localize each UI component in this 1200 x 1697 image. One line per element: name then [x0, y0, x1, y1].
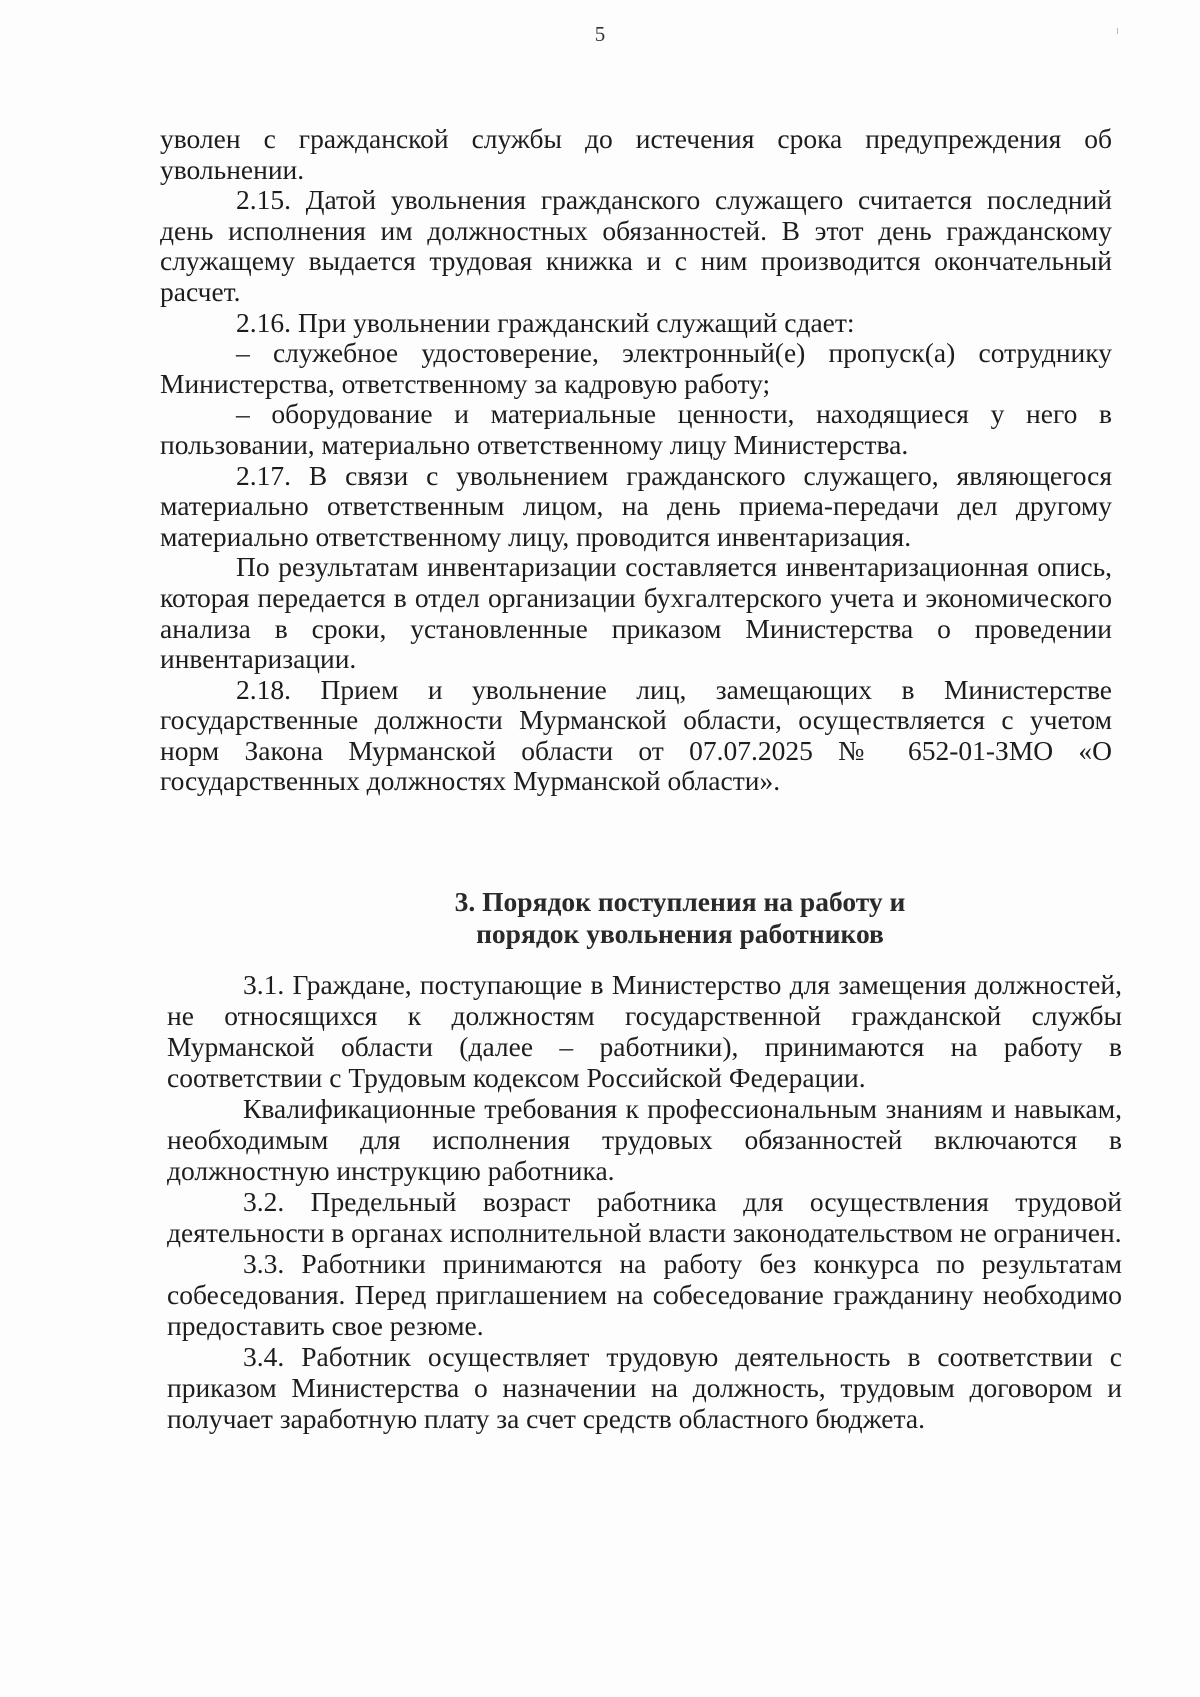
paragraph-2-17-inventory: По результатам инвентаризации составляется инвентаризационная опись, которая передается в отдел организации бухгалтерского учета и экономического анализа в сроки, установленные приказом Министерства о проведении инвентаризации. — [160, 551, 1112, 675]
section-2-continuation — [160, 124, 1112, 797]
section-3-heading-line-1: 3. Порядок поступления на работу и — [454, 886, 906, 917]
list-item-equipment: – оборудование и материальные ценности, находящиеся у него в пользовании, материально ответственному лицу Министерства. — [160, 398, 1112, 460]
page-number: 5 — [594, 22, 606, 46]
paragraph-3-4: 3.4. Работник осуществляет трудовую деятельность в соответствии с приказом Министерства о назначении на должность, трудовым договором и получает заработную плату за счет средств областного бюджета. — [167, 1341, 1122, 1434]
section-3-heading — [160, 886, 1200, 950]
paragraph-3-1: 3.1. Граждане, поступающие в Министерство для замещения должностей, не относящихся к должностям государственной гражданской службы Мурманской области (далее – работники), принимаются на работу в соответствии с Трудовым кодексом Российской Федерации. — [167, 969, 1122, 1093]
paragraph-2-15: 2.15. Датой увольнения гражданского служащего считается последний день исполнения им должностных обязанностей. В этот день гражданскому служащему выдается трудовая книжка и с ним производится окончательный расчет. — [160, 184, 1112, 307]
paragraph-2-16: 2.16. При увольнении гражданский служащий сдает: — [236, 306, 855, 338]
section-3-heading-line-2: порядок увольнения работников — [476, 918, 884, 949]
paragraph-continuation: уволен с гражданской службы до истечения срока предупреждения об увольнении. — [160, 123, 1112, 185]
section-3-body — [167, 969, 1122, 1434]
scan-mark — [1117, 28, 1118, 34]
paragraph-3-1-qualifications: Квалификационные требования к профессиональным знаниям и навыкам, необходимым для исполнения трудовых обязанностей включаются в должностную инструкцию работника. — [167, 1093, 1122, 1186]
paragraph-2-17: 2.17. В связи с увольнением гражданского служащего, являющегося материально ответственным лицом, на день приема-передачи дел другому материально ответственному лицу, проводится инвентаризация. — [160, 459, 1112, 552]
paragraph-3-2: 3.2. Предельный возраст работника для осуществления трудовой деятельности в органах исполнительной власти законодательством не ограничен. — [167, 1186, 1122, 1248]
paragraph-2-18: 2.18. Прием и увольнение лиц, замещающих в Министерстве государственные должности Мурманской области, осуществляется с учетом норм Закона Мурманской области от 07.07.2025 № 652-01-ЗМО «О государственных должностях Мурманской области». — [160, 673, 1112, 797]
list-item-id-card: – служебное удостоверение, электронный(е) пропуск(а) сотруднику Министерства, ответственному за кадровую работу; — [160, 337, 1112, 399]
paragraph-3-3: 3.3. Работники принимаются на работу без конкурса по результатам собеседования. Перед приглашением на собеседование гражданину необходимо предоставить свое резюме. — [167, 1248, 1122, 1341]
